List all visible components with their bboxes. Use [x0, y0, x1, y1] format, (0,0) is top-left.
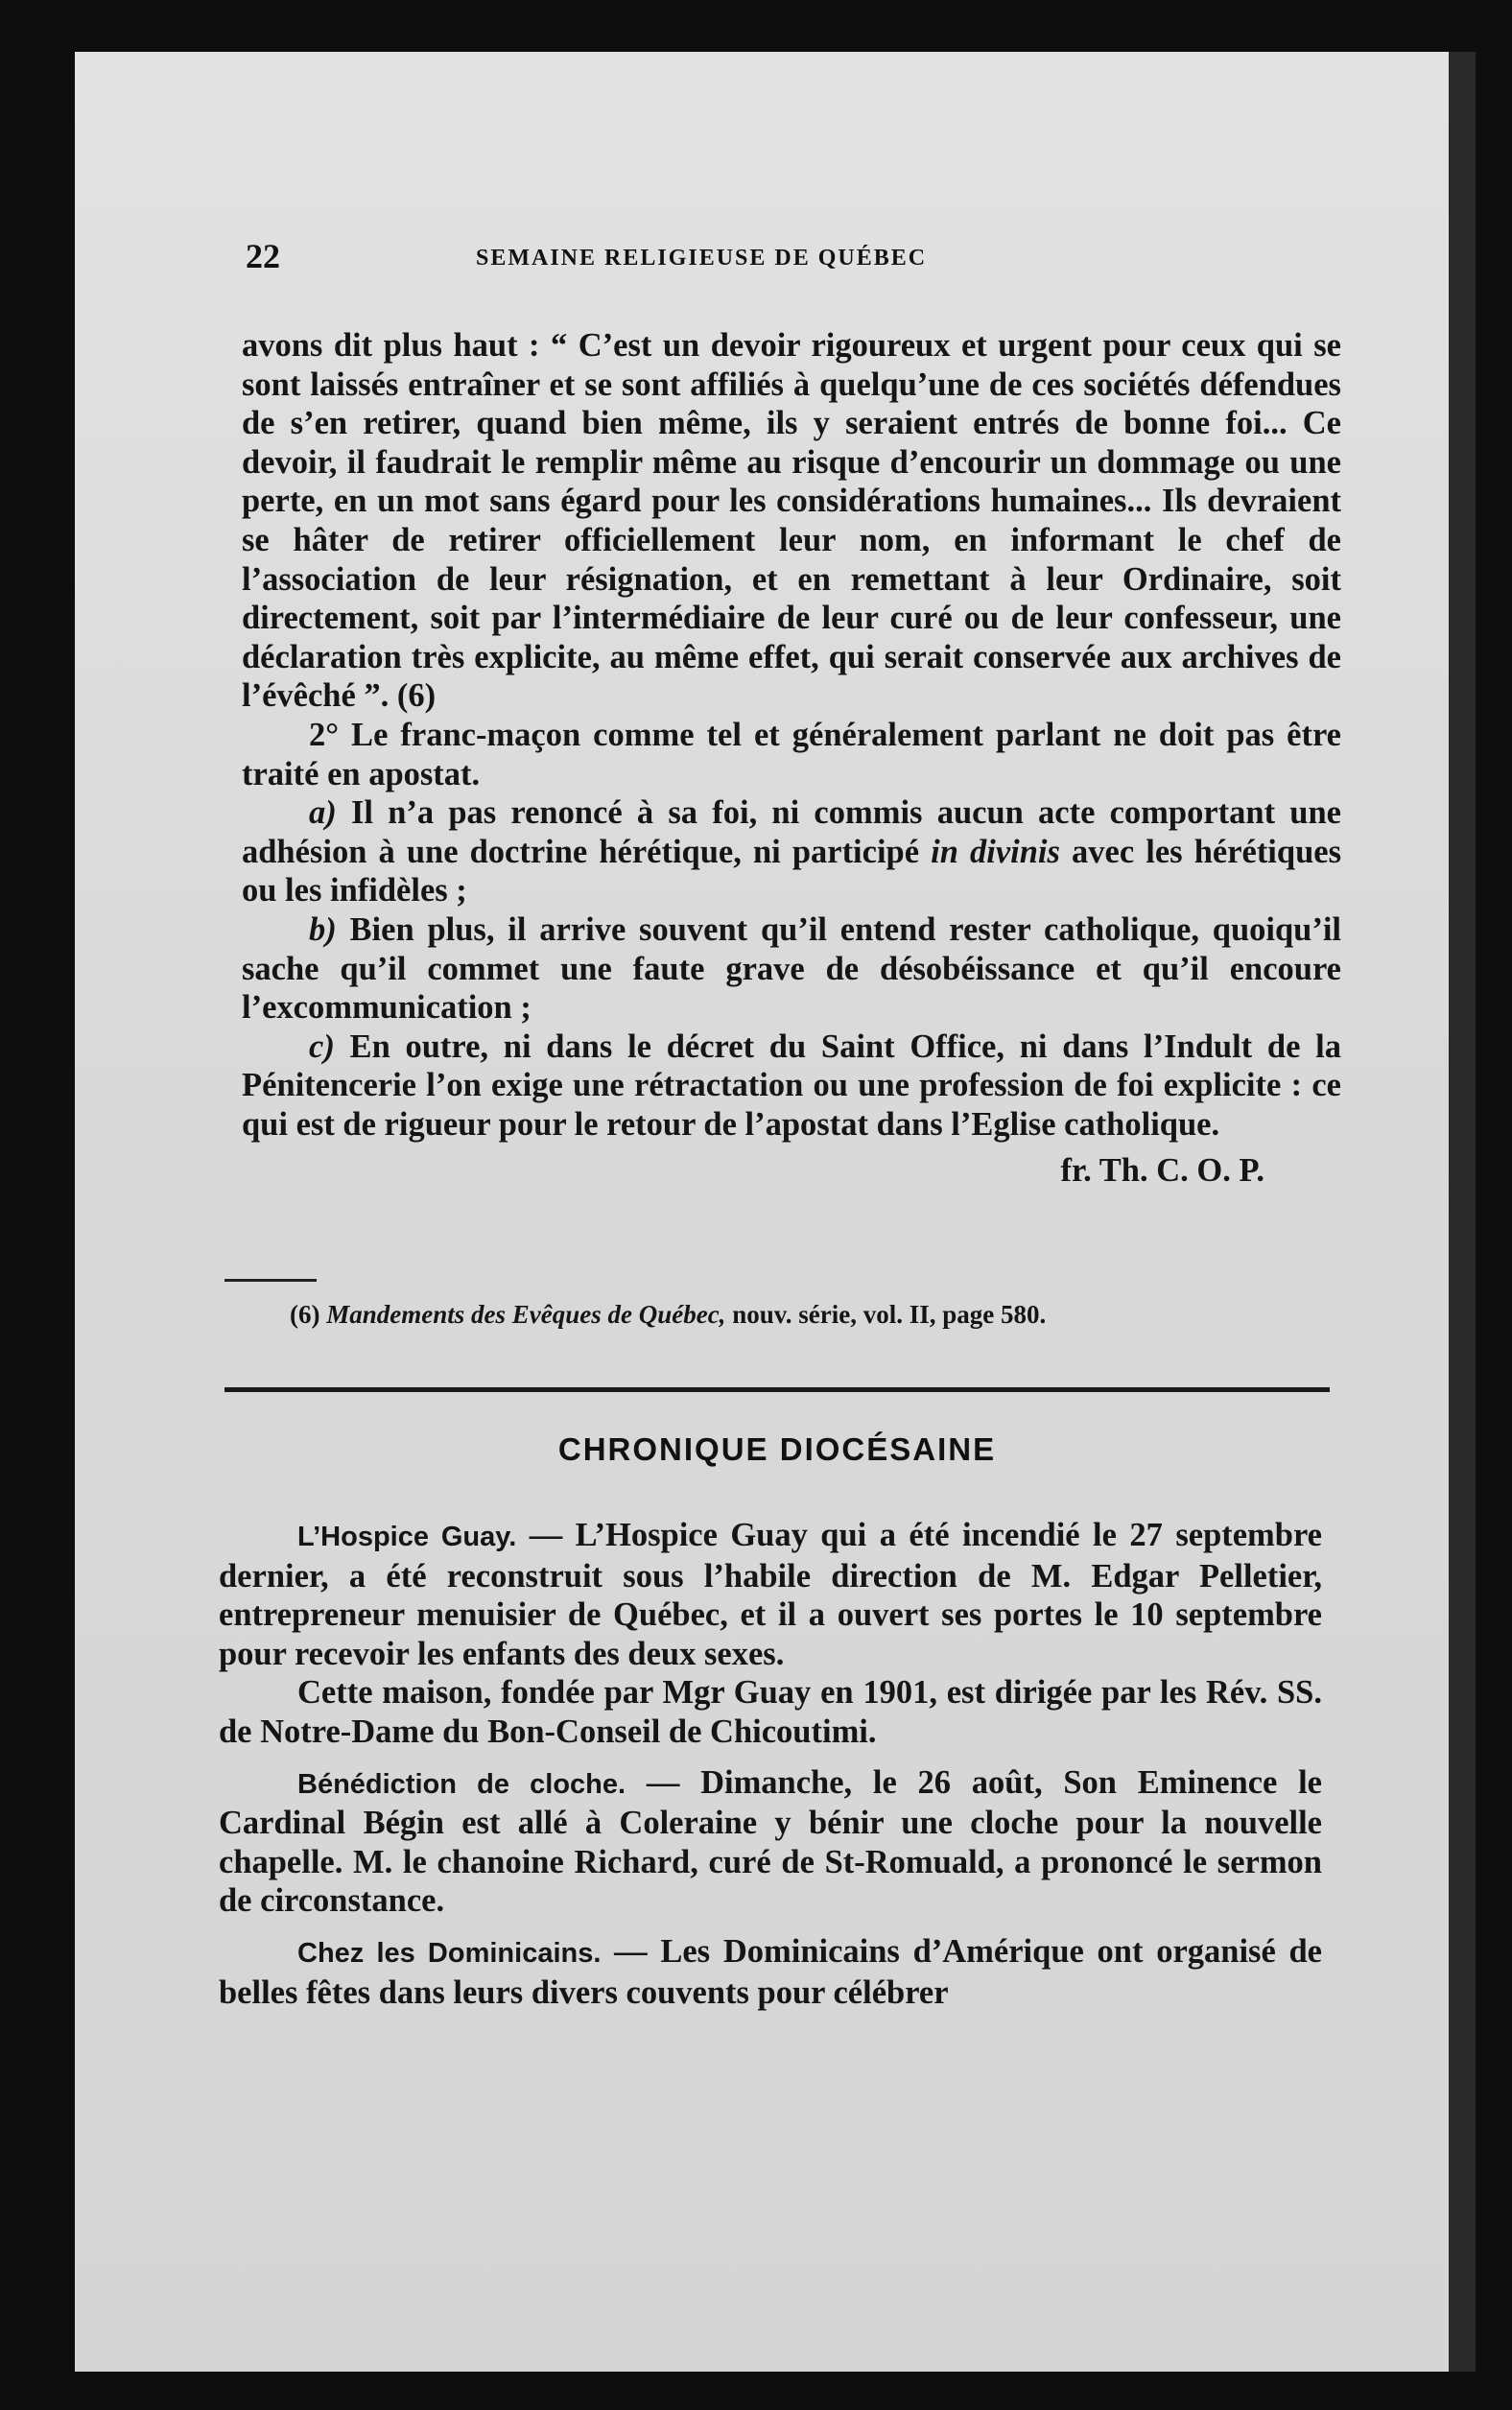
- page-edge-shadow: [1449, 52, 1476, 2372]
- footnote-marker: (6): [290, 1300, 320, 1329]
- footnote-rule: [224, 1279, 317, 1282]
- chronique-item-hospice: [219, 1516, 1322, 1673]
- item-heading: Chez les Dominicains.: [297, 1937, 602, 1969]
- running-title: SEMAINE RELIGIEUSE DE QUÉBEC: [476, 246, 928, 271]
- article-body: [242, 326, 1341, 1191]
- item-heading: L’Hospice Guay.: [297, 1522, 517, 1552]
- article-point-a: [242, 793, 1341, 910]
- chronique-item-hospice-cont: Cette maison, fondée par Mgr Guay en 1901, est dirigée par les Rév. SS. de Notre-Dame du Bon-Conseil de Chicoutimi.: [219, 1674, 1322, 1750]
- footnote-source-title: Mandements des Evêques de Québec,: [326, 1300, 726, 1329]
- article-paragraph-1: avons dit plus haut : “ C’est un devoir rigoureux et urgent pour ceux qui se sont laissés entraîner et se sont affiliés à quelqu’une de ces sociétés défendues de s’en retirer, quand bien même, ils y seraient entrés de bonne foi... Ce devoir, il faudrait le remplir même au risque d’encourir un dommage ou une perte, en un mot sans égard pour les considérations humaines... Ils devraient se hâter de retirer officiellement leur nom, en informant le chef de l’association de leur résignation, et en remettant à leur Ordinaire, soit directement, soit par l’intermédiaire de leur curé ou de leur confesseur, une déclaration très explicite, au même effet, qui serait conservée aux archives de l’évêché ”. (6): [242, 327, 1341, 715]
- article-point-c: [242, 1028, 1341, 1145]
- chronique-item-dominicains: [219, 1932, 1322, 2012]
- article-point-b: [242, 910, 1341, 1028]
- point-b-text: Bien plus, il arrive souvent qu’il entend rester catholique, quoiqu’il sache qu’il commet une faute grave de désobéissance et qu’il encoure l’excommunication ;: [242, 910, 1341, 1027]
- article-signature: fr. Th. C. O. P.: [1060, 1152, 1264, 1190]
- chronique-item-cloche: [219, 1763, 1322, 1921]
- footnote-source-rest: nouv. série, vol. II, page 580.: [725, 1300, 1047, 1329]
- point-c-marker: c): [309, 1028, 335, 1065]
- point-a-text: Il n’a pas renoncé à sa foi, ni commis aucun acte comportant une adhésion à une doctrine hérétique, ni participé: [242, 794, 1341, 870]
- item-text: — Dimanche, le 26 août, Son Eminence le Cardinal Bégin est allé à Coleraine y bénir une cloche pour la nouvelle chapelle. M. le chanoine Richard, curé de St-Romuald, a prononcé le sermon de circonstance.: [219, 1763, 1322, 1920]
- item-text: — L’Hospice Guay qui a été incendié le 27 septembre dernier, a été reconstruit sous l’habile direction de M. Edgar Pelletier, entrepreneur menuisier de Québec, et il a ouvert ses portes le 10 septembre pour recevoir les enfants des deux sexes.: [219, 1517, 1322, 1672]
- chronique-body: [219, 1516, 1322, 2012]
- page-number: 22: [246, 237, 280, 275]
- article-paragraph-2: 2° Le franc-maçon comme tel et généralement parlant ne doit pas être traité en apostat.: [242, 716, 1341, 792]
- footnote: [290, 1300, 1249, 1330]
- point-b-marker: b): [309, 910, 337, 948]
- running-head: [246, 236, 1349, 274]
- point-c-text: En outre, ni dans le décret du Saint Office, ni dans l’Indult de la Pénitencerie l’on exige une rétractation ou une profession de foi explicite : ce qui est de rigueur pour le retour de l’apostat dans l’Eglise catholique.: [242, 1028, 1341, 1143]
- point-a-italic: in divinis: [931, 833, 1060, 870]
- section-divider: [224, 1387, 1330, 1392]
- point-a-marker: a): [309, 794, 337, 832]
- item-heading: Bénédiction de cloche.: [297, 1768, 626, 1800]
- point-a-end: avec les hérétiques ou les infidèles ;: [242, 833, 1342, 910]
- chronique-title: CHRONIQUE DIOCÉSAINE: [557, 1431, 997, 1467]
- item-text: — Les Dominicains d’Amérique ont organisé de belles fêtes dans leurs divers couvents pour célébrer: [219, 1932, 1322, 2011]
